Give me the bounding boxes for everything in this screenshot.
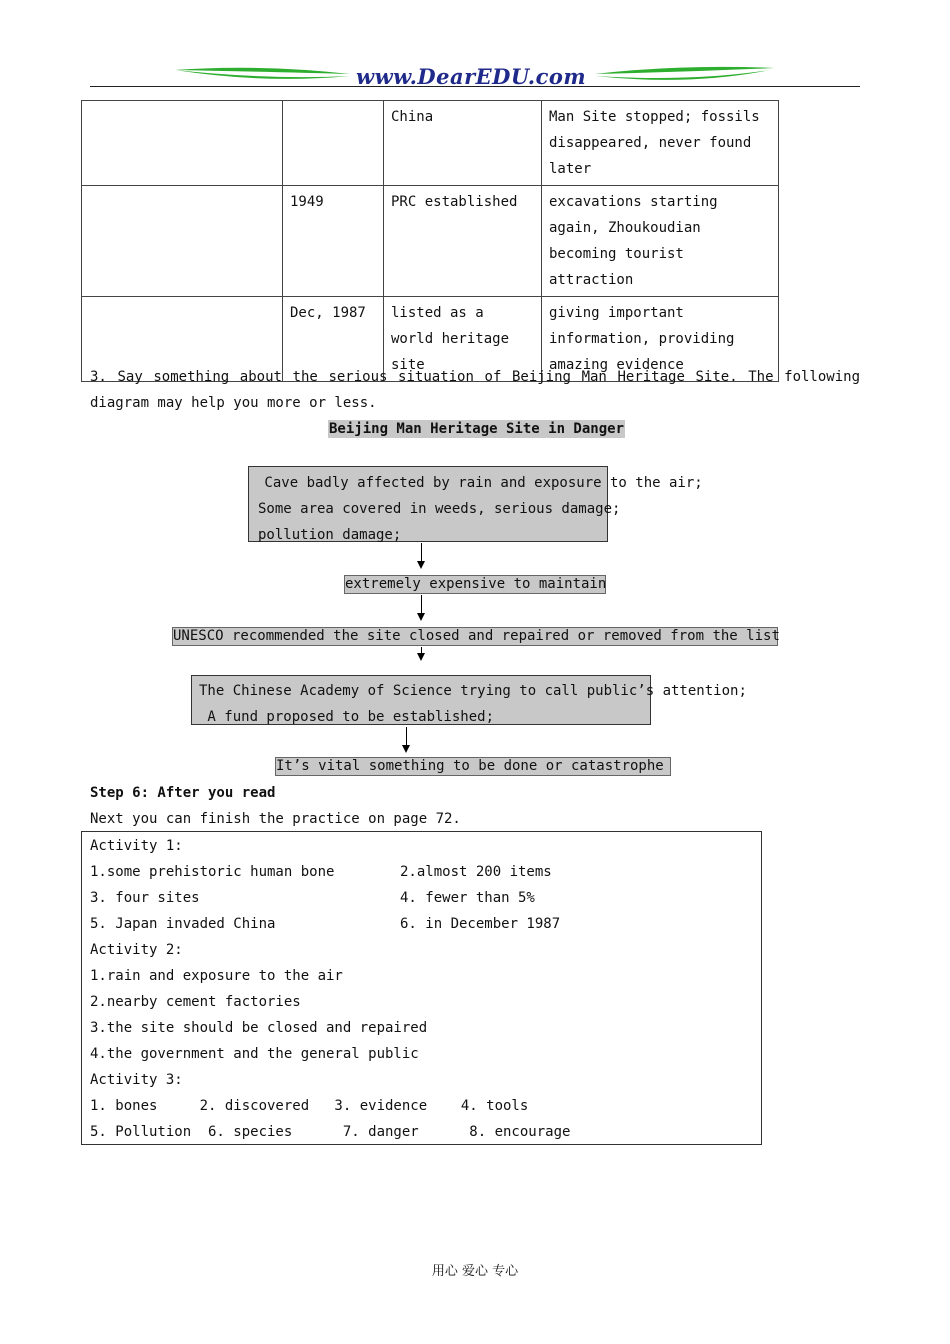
table-cell bbox=[283, 101, 384, 186]
table-cell: Dec, 1987 bbox=[283, 297, 384, 382]
list-item: 1.rain and exposure to the air bbox=[90, 968, 343, 984]
table-row bbox=[82, 186, 779, 297]
list-item: 5. Japan invaded China bbox=[90, 916, 276, 932]
list-item: 3.the site should be closed and repaired bbox=[90, 1020, 428, 1036]
table-cell: PRC established bbox=[384, 186, 542, 297]
table-cell bbox=[82, 101, 283, 186]
header-rule bbox=[90, 86, 860, 87]
list-item: 2.nearby cement factories bbox=[90, 994, 301, 1010]
table-cell: China bbox=[384, 101, 542, 186]
arrow-4-icon bbox=[406, 727, 407, 745]
list-item: 3. four sites bbox=[90, 890, 200, 906]
list-item: 6. in December 1987 bbox=[400, 916, 561, 932]
table-cell: Man Site stopped; fossils disappeared, never found later bbox=[542, 101, 779, 186]
list-item: 1.some prehistoric human bone bbox=[90, 864, 335, 880]
diagram-box-academy-line1: The Chinese Academy of Science trying to call public’s attention; bbox=[199, 683, 747, 699]
diagram-box-unesco-text: UNESCO recommended the site closed and repaired or removed from the list bbox=[173, 628, 780, 644]
activity-3-title: Activity 3: bbox=[90, 1072, 183, 1088]
diagram-box-conclusion-text: It’s vital something to be done or catastrophe bbox=[276, 758, 664, 774]
question-3-line2: diagram may help you more or less. bbox=[90, 395, 377, 411]
table-cell: giving important information, providing amazing evidence bbox=[542, 297, 779, 382]
table-cell: listed as a world heritage site bbox=[384, 297, 542, 382]
step-6-intro: Next you can finish the practice on page 72. bbox=[90, 811, 461, 827]
arrow-2-icon bbox=[421, 595, 422, 613]
diagram-box-causes-line3: pollution damage; bbox=[258, 527, 402, 543]
diagram-box-causes-line2: Some area covered in weeds, serious damage; bbox=[258, 501, 621, 517]
diagram-title: Beijing Man Heritage Site in Danger bbox=[329, 421, 625, 437]
list-item: 1. bones 2. discovered 3. evidence 4. tools bbox=[90, 1098, 529, 1114]
list-item: 4. fewer than 5% bbox=[400, 890, 535, 906]
activity-1-title: Activity 1: bbox=[90, 838, 183, 854]
site-logo-text[interactable]: www.DearEDU.com bbox=[356, 64, 587, 89]
arrow-4-head-icon bbox=[402, 745, 410, 753]
arrow-1-icon bbox=[421, 543, 422, 561]
step-6-heading: Step 6: After you read bbox=[90, 785, 276, 801]
arrow-1-head-icon bbox=[417, 561, 425, 569]
activity-2-title: Activity 2: bbox=[90, 942, 183, 958]
arrow-3-head-icon bbox=[417, 653, 425, 661]
table-cell: 1949 bbox=[283, 186, 384, 297]
question-3-line1: 3. Say something about the serious situation of Beijing Man Heritage Site. The following bbox=[90, 369, 860, 385]
list-item: 5. Pollution 6. species 7. danger 8. encourage bbox=[90, 1124, 571, 1140]
diagram-box-cost-text: extremely expensive to maintain bbox=[345, 576, 607, 592]
arrow-2-head-icon bbox=[417, 613, 425, 621]
table-cell: excavations starting again, Zhoukoudian becoming tourist attraction bbox=[542, 186, 779, 297]
diagram-box-academy-line2: A fund proposed to be established; bbox=[199, 709, 495, 725]
list-item: 4.the government and the general public bbox=[90, 1046, 419, 1062]
table-row bbox=[82, 101, 779, 186]
timeline-table bbox=[81, 100, 779, 382]
list-item: 2.almost 200 items bbox=[400, 864, 552, 880]
table-cell bbox=[82, 186, 283, 297]
page-footer: 用心 爱心 专心 bbox=[431, 1264, 519, 1279]
diagram-box-causes-line1: Cave badly affected by rain and exposure to the air; bbox=[256, 475, 703, 491]
